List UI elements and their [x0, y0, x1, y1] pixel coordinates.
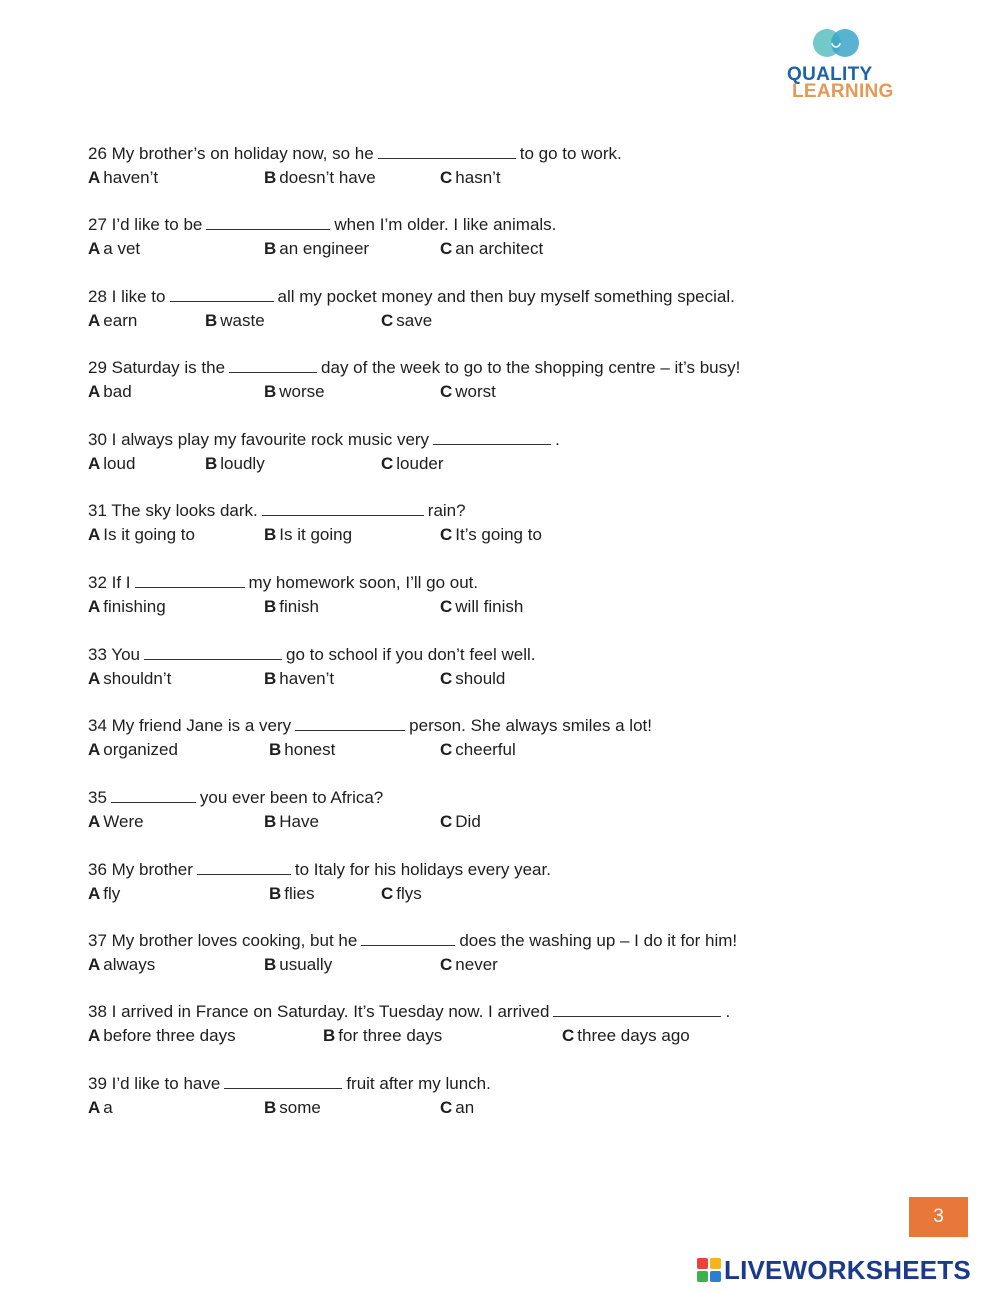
option-a[interactable]: A before three days — [88, 1026, 236, 1045]
stem-text: fruit after my lunch. — [346, 1074, 491, 1093]
option-a[interactable]: A fly — [88, 884, 121, 903]
answer-blank[interactable] — [262, 500, 424, 516]
option-b[interactable]: B worse — [264, 382, 325, 401]
option-c[interactable]: C should — [440, 669, 506, 688]
option-a[interactable]: A Is it going to — [88, 525, 195, 544]
option-a[interactable]: A always — [88, 955, 156, 974]
question-stem — [88, 787, 383, 809]
stem-text: my homework soon, I’ll go out. — [248, 573, 479, 592]
question-30 — [88, 429, 888, 479]
question-28 — [88, 286, 888, 336]
stem-text: go to school if you don’t feel well. — [286, 645, 536, 664]
question-27 — [88, 214, 888, 264]
page-number-badge: 3 — [909, 1197, 968, 1237]
option-b[interactable]: B for three days — [323, 1026, 443, 1045]
stem-text: 36 My brother — [88, 860, 193, 879]
answer-blank[interactable] — [229, 357, 317, 373]
logo-text-quality: QUALITY — [787, 64, 873, 85]
question-stem — [88, 500, 466, 522]
stem-text: 33 You — [88, 645, 141, 664]
question-stem — [88, 143, 622, 165]
question-stem — [88, 930, 737, 952]
answer-blank[interactable] — [433, 429, 551, 445]
option-c[interactable]: C flys — [381, 884, 422, 903]
option-b[interactable]: B usually — [264, 955, 333, 974]
answer-blank[interactable] — [361, 930, 455, 946]
question-stem — [88, 644, 536, 666]
option-a[interactable]: A a vet — [88, 239, 141, 258]
answer-blank[interactable] — [170, 286, 274, 302]
stem-text: 38 I arrived in France on Saturday. It’s Tuesday now. I arrived — [88, 1002, 550, 1021]
option-c[interactable]: C worst — [440, 382, 496, 401]
question-stem — [88, 572, 478, 594]
option-c[interactable]: C hasn’t — [440, 168, 501, 187]
option-b[interactable]: B flies — [269, 884, 315, 903]
stem-text: does the washing up – I do it for him! — [459, 931, 738, 950]
answer-blank[interactable] — [295, 715, 405, 731]
option-c[interactable]: C cheerful — [440, 740, 516, 759]
option-a[interactable]: A organized — [88, 740, 178, 759]
question-32 — [88, 572, 888, 622]
question-35 — [88, 787, 888, 837]
stem-text: 27 I’d like to be — [88, 215, 203, 234]
question-38 — [88, 1001, 888, 1051]
speech-bubbles-icon — [810, 28, 862, 62]
option-b[interactable]: B an engineer — [264, 239, 370, 258]
option-b[interactable]: B honest — [269, 740, 336, 759]
option-a[interactable]: A loud — [88, 454, 136, 473]
stem-text: 32 If I — [88, 573, 131, 592]
stem-text: person. She always smiles a lot! — [409, 716, 652, 735]
stem-text: 39 I’d like to have — [88, 1074, 221, 1093]
stem-text: 37 My brother loves cooking, but he — [88, 931, 358, 950]
stem-text: . — [555, 430, 560, 449]
stem-text: 31 The sky looks dark. — [88, 501, 258, 520]
option-b[interactable]: B some — [264, 1098, 321, 1117]
stem-text: to Italy for his holidays every year. — [294, 860, 551, 879]
option-c[interactable]: C three days ago — [562, 1026, 690, 1045]
question-29 — [88, 357, 888, 407]
stem-text: 35 — [88, 788, 107, 807]
question-stem — [88, 214, 556, 236]
question-37 — [88, 930, 888, 980]
question-36 — [88, 859, 888, 909]
answer-blank[interactable] — [135, 572, 245, 588]
stem-text: 29 Saturday is the — [88, 358, 226, 377]
option-a[interactable]: A a — [88, 1098, 113, 1117]
answer-blank[interactable] — [197, 859, 291, 875]
stem-text: you ever been to Africa? — [199, 788, 384, 807]
logo-text-learning: LEARNING — [792, 81, 894, 102]
question-stem — [88, 1001, 730, 1023]
question-stem — [88, 859, 551, 881]
question-26 — [88, 143, 888, 193]
quality-learning-logo — [785, 28, 910, 108]
stem-text: . — [725, 1002, 731, 1021]
question-39 — [88, 1073, 888, 1123]
question-stem — [88, 715, 652, 737]
blocks-icon — [697, 1258, 721, 1282]
stem-text: rain? — [427, 501, 466, 520]
stem-text: day of the week to go to the shopping centre – it’s busy! — [321, 358, 741, 377]
option-c[interactable]: C never — [440, 955, 498, 974]
option-a[interactable]: A Were — [88, 812, 144, 831]
question-stem — [88, 429, 560, 451]
answer-blank[interactable] — [206, 214, 330, 230]
option-a[interactable]: A finishing — [88, 597, 166, 616]
option-b[interactable]: B haven’t — [264, 669, 335, 688]
answer-blank[interactable] — [553, 1001, 721, 1017]
question-stem — [88, 357, 740, 379]
stem-text: 34 My friend Jane is a very — [88, 716, 292, 735]
option-a[interactable]: A shouldn’t — [88, 669, 172, 688]
option-b[interactable]: B Is it going — [264, 525, 353, 544]
stem-text: when I’m older. I like animals. — [334, 215, 557, 234]
option-b[interactable]: B loudly — [205, 454, 265, 473]
liveworksheets-wordmark: LIVEWORKSHEETS — [724, 1255, 971, 1285]
option-c[interactable]: C an — [440, 1098, 475, 1117]
option-c[interactable]: C will finish — [440, 597, 524, 616]
question-33 — [88, 644, 888, 694]
question-stem — [88, 1073, 491, 1095]
question-34 — [88, 715, 888, 765]
question-31 — [88, 500, 888, 550]
option-b[interactable]: B doesn’t have — [264, 168, 376, 187]
option-c[interactable]: C Did — [440, 812, 481, 831]
answer-blank[interactable] — [378, 143, 516, 159]
option-a[interactable]: A earn — [88, 311, 138, 330]
option-c[interactable]: C save — [381, 311, 433, 330]
answer-blank[interactable] — [111, 787, 196, 803]
stem-text: 28 I like to — [88, 287, 166, 306]
stem-text: 26 My brother’s on holiday now, so he — [88, 144, 374, 163]
answer-blank[interactable] — [224, 1073, 342, 1089]
answer-blank[interactable] — [144, 644, 282, 660]
option-a[interactable]: A bad — [88, 382, 132, 401]
option-b[interactable]: B Have — [264, 812, 319, 831]
option-b[interactable]: B waste — [205, 311, 265, 330]
option-c[interactable]: C an architect — [440, 239, 544, 258]
option-c[interactable]: C It’s going to — [440, 525, 542, 544]
option-c[interactable]: C louder — [381, 454, 444, 473]
stem-text: 30 I always play my favourite rock music very — [88, 430, 430, 449]
option-b[interactable]: B finish — [264, 597, 319, 616]
stem-text: all my pocket money and then buy myself something special. — [277, 287, 735, 306]
stem-text: to go to work. — [519, 144, 622, 163]
option-a[interactable]: A haven’t — [88, 168, 159, 187]
question-stem — [88, 286, 735, 308]
